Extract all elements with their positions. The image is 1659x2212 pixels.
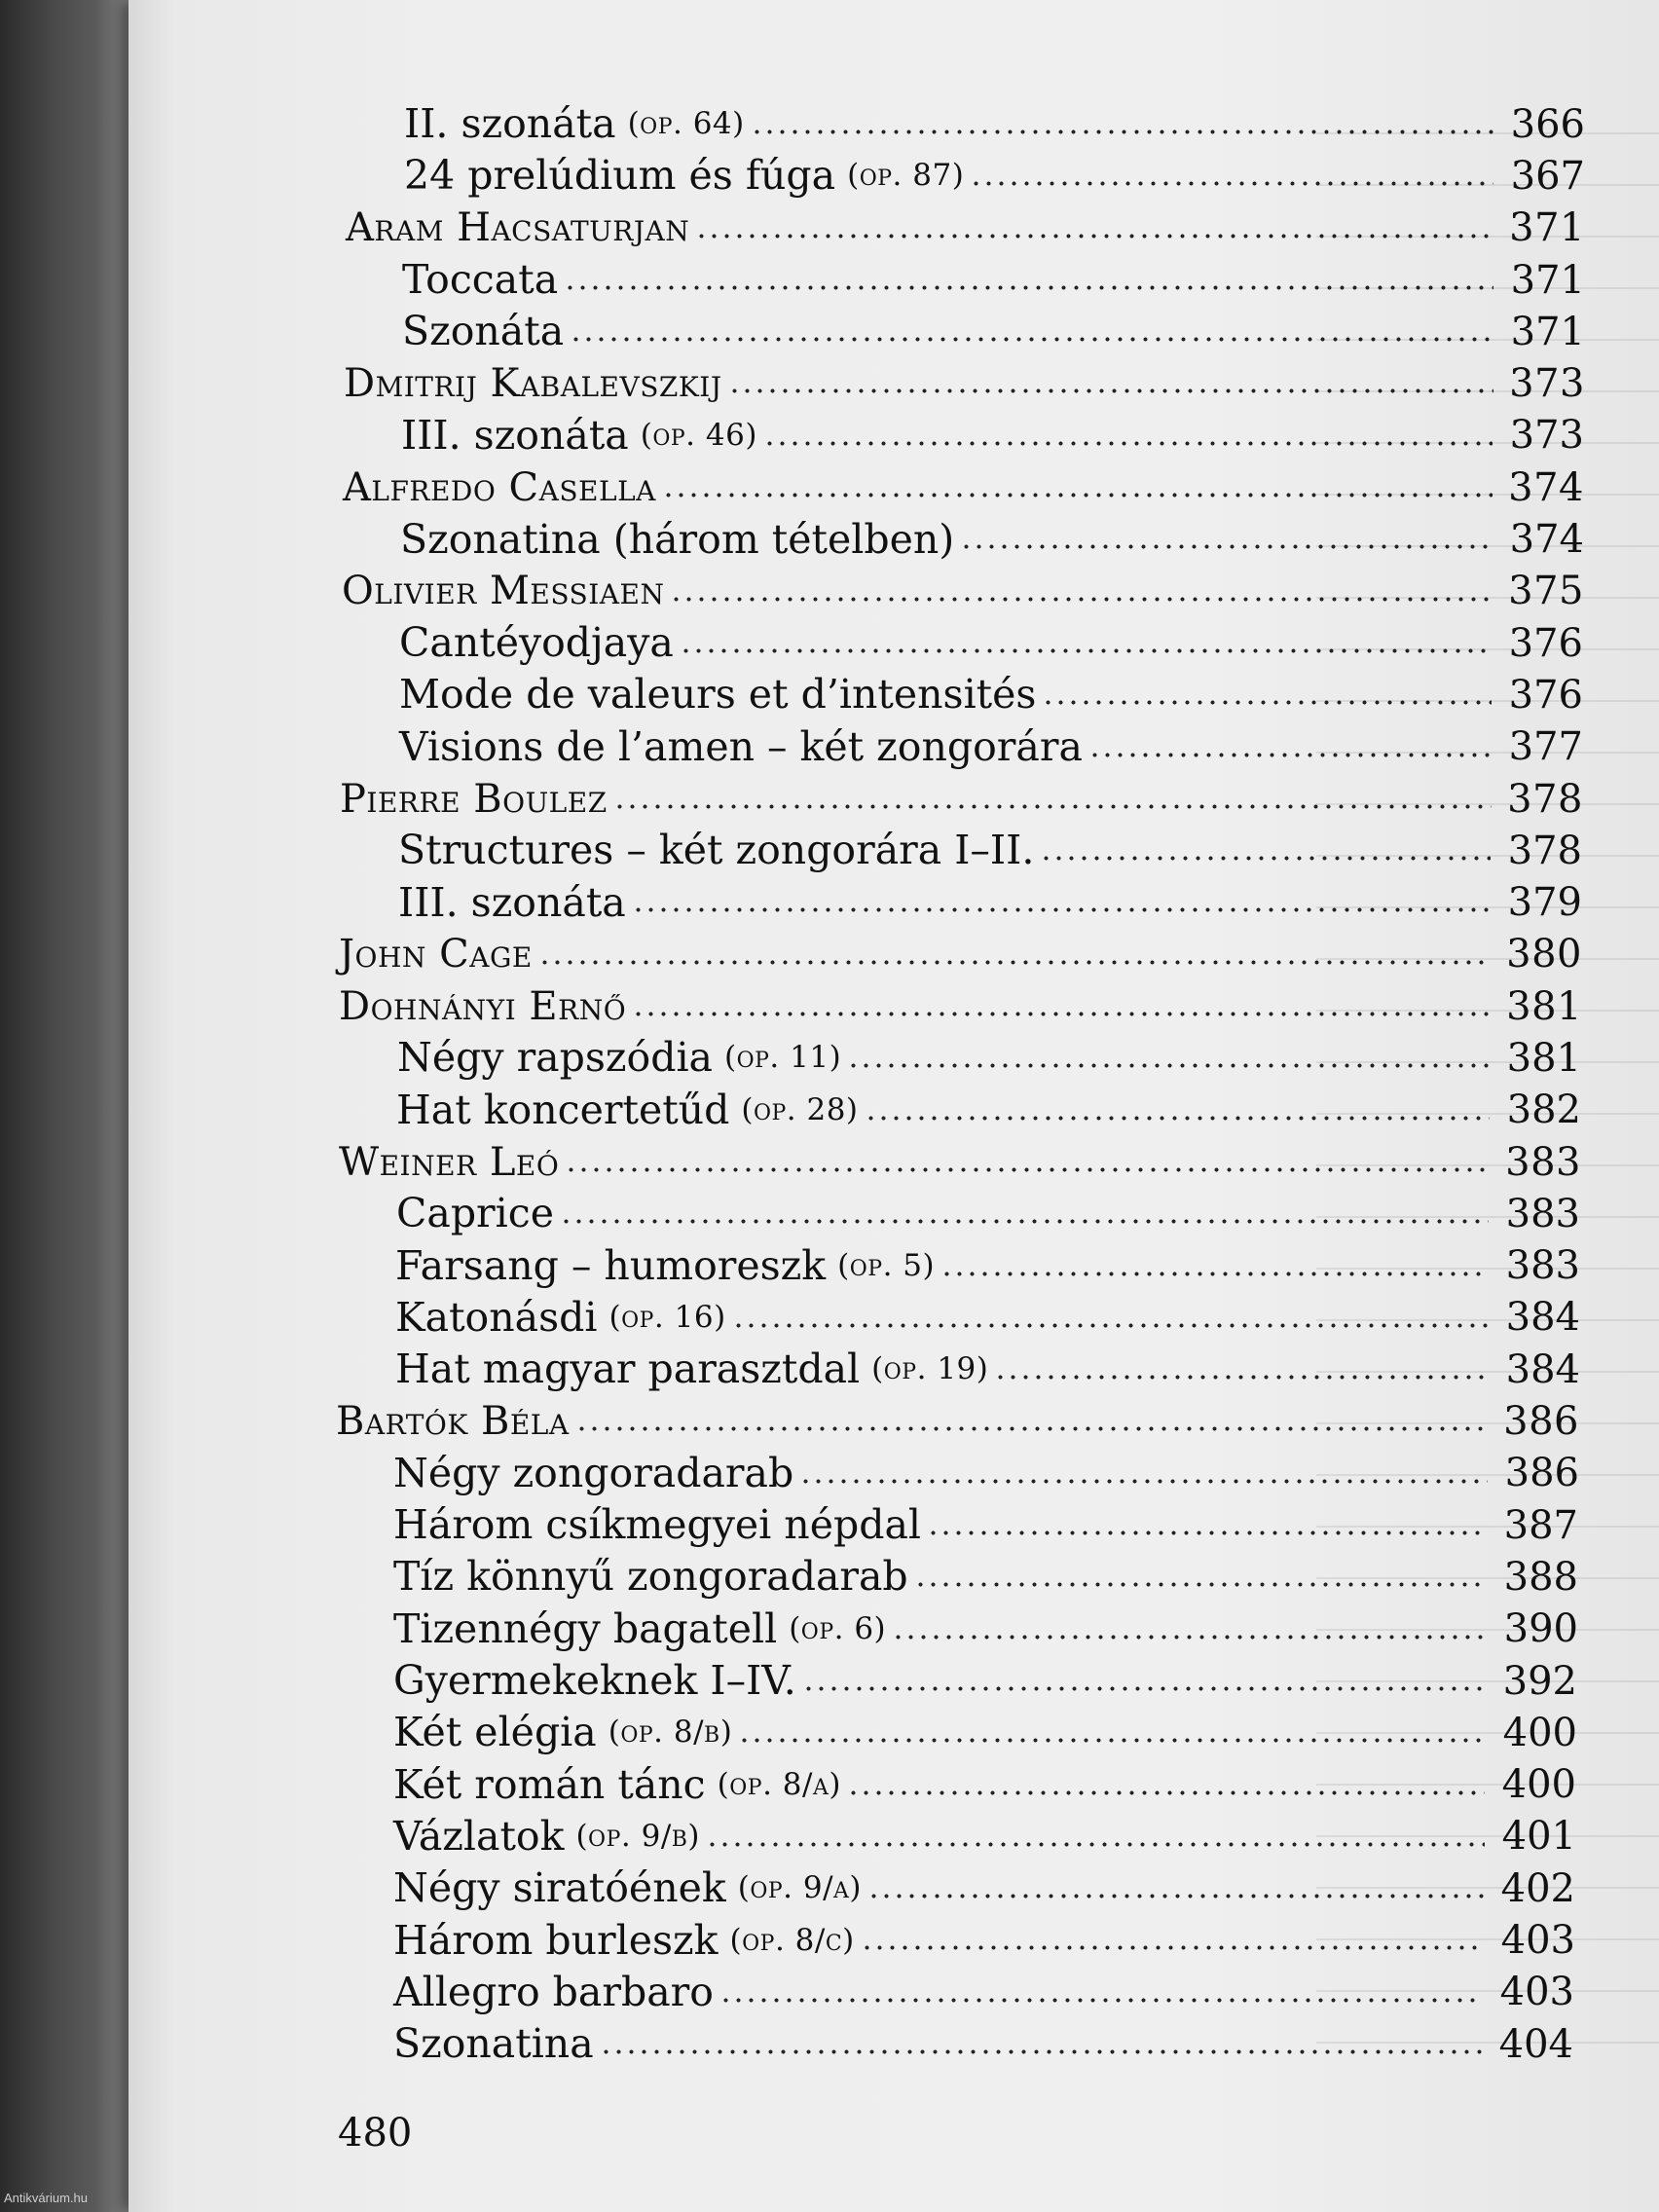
toc-entry-title: Weiner Leó bbox=[339, 1139, 560, 1185]
table-of-contents bbox=[0, 98, 1659, 2070]
dot-leader bbox=[940, 1240, 1489, 1292]
toc-entry-page: 403 bbox=[1500, 1918, 1575, 1964]
toc-work-entry bbox=[0, 721, 1583, 773]
toc-entry-page: 403 bbox=[1499, 1970, 1574, 2015]
toc-entry-opus: (op. 8/b) bbox=[608, 1714, 733, 1751]
page-number: 480 bbox=[338, 2111, 413, 2156]
toc-composer-entry bbox=[0, 980, 1582, 1032]
toc-entry-page: 374 bbox=[1508, 464, 1584, 510]
toc-entry-title: Szonatina bbox=[393, 2020, 594, 2068]
toc-entry-opus: (op. 16) bbox=[608, 1299, 726, 1335]
toc-entry-title: Két elégia bbox=[393, 1709, 597, 1756]
dot-leader bbox=[914, 1551, 1487, 1603]
toc-work-entry bbox=[0, 617, 1583, 669]
toc-entry-title: Négy zongoradarab bbox=[393, 1449, 794, 1496]
toc-entry-opus: (op. 8/a) bbox=[717, 1766, 841, 1802]
dot-leader bbox=[960, 513, 1493, 565]
toc-entry-page: 381 bbox=[1506, 983, 1582, 1029]
toc-entry-page: 376 bbox=[1508, 620, 1583, 666]
toc-entry-page: 374 bbox=[1509, 517, 1584, 563]
toc-entry-title: Vázlatok bbox=[393, 1812, 565, 1860]
toc-work-entry bbox=[0, 1655, 1577, 1707]
toc-entry-title: Dohnányi Ernő bbox=[339, 983, 627, 1029]
toc-work-entry bbox=[0, 1811, 1576, 1862]
toc-entry-page: 366 bbox=[1510, 101, 1585, 147]
toc-entry-page: 383 bbox=[1505, 1191, 1580, 1236]
toc-work-entry bbox=[0, 1188, 1580, 1239]
toc-entry-title: Négy rapszódia bbox=[397, 1034, 713, 1082]
dot-leader bbox=[927, 1499, 1487, 1551]
toc-entry-page: 377 bbox=[1508, 724, 1583, 770]
toc-work-entry bbox=[0, 1032, 1581, 1084]
toc-work-entry bbox=[0, 254, 1585, 306]
toc-work-entry bbox=[0, 1240, 1580, 1292]
dot-leader bbox=[751, 98, 1493, 150]
toc-entry-opus: (op. 6) bbox=[789, 1610, 887, 1646]
toc-work-entry bbox=[0, 513, 1584, 565]
dot-leader bbox=[538, 929, 1491, 980]
toc-composer-entry bbox=[0, 1395, 1579, 1447]
toc-entry-title: Aram Hacsaturjan bbox=[346, 205, 690, 251]
toc-entry-title: Gyermekeknek I–IV. bbox=[393, 1657, 796, 1705]
watermark-text: Antikvárium.hu bbox=[4, 2191, 88, 2205]
toc-entry-title: Tizennégy bagatell bbox=[393, 1604, 778, 1652]
toc-composer-entry bbox=[0, 203, 1585, 254]
toc-work-entry bbox=[0, 98, 1585, 150]
dot-leader bbox=[560, 1188, 1489, 1239]
dot-leader bbox=[662, 461, 1493, 513]
toc-entry-title: Bartók Béla bbox=[336, 1399, 570, 1445]
toc-entry-page: 402 bbox=[1500, 1865, 1575, 1911]
dot-leader bbox=[565, 1136, 1490, 1188]
toc-entry-title: Katonásdi bbox=[395, 1293, 598, 1341]
toc-entry-title: II. szonáta bbox=[404, 100, 616, 148]
dot-leader bbox=[719, 1967, 1483, 2018]
toc-entry-page: 387 bbox=[1503, 1502, 1578, 1548]
toc-entry-title: Négy siratóének bbox=[393, 1864, 726, 1912]
toc-entry-opus: (op. 28) bbox=[741, 1091, 859, 1127]
toc-entry-page: 400 bbox=[1501, 1762, 1576, 1808]
dot-leader bbox=[970, 150, 1493, 202]
toc-entry-page: 373 bbox=[1509, 361, 1585, 407]
toc-entry-page: 400 bbox=[1502, 1710, 1577, 1755]
dot-leader bbox=[670, 566, 1493, 617]
toc-entry-page: 384 bbox=[1505, 1346, 1580, 1392]
toc-entry-page: 383 bbox=[1505, 1243, 1580, 1289]
dot-leader bbox=[564, 254, 1493, 306]
toc-entry-page: 373 bbox=[1509, 413, 1584, 459]
dot-leader bbox=[847, 1032, 1490, 1084]
toc-work-entry bbox=[0, 1914, 1575, 1966]
toc-entry-title: Szonáta bbox=[402, 308, 565, 355]
toc-entry-page: 376 bbox=[1508, 672, 1583, 718]
dot-leader bbox=[680, 617, 1492, 669]
dot-leader bbox=[1088, 721, 1492, 773]
dot-leader bbox=[861, 1914, 1484, 1966]
toc-composer-entry bbox=[0, 773, 1583, 825]
dot-leader bbox=[728, 357, 1493, 409]
toc-entry-title: Farsang – humoreszk bbox=[395, 1241, 827, 1289]
toc-entry-title: Cantéyodjaya bbox=[399, 619, 674, 667]
toc-entry-page: 386 bbox=[1503, 1399, 1579, 1445]
toc-entry-page: 382 bbox=[1506, 1088, 1581, 1133]
toc-entry-page: 404 bbox=[1498, 2021, 1573, 2067]
toc-entry-page: 388 bbox=[1503, 1554, 1578, 1600]
dot-leader bbox=[994, 1344, 1489, 1395]
toc-entry-title: Mode de valeurs et d’intensités bbox=[399, 671, 1037, 719]
toc-entry-page: 371 bbox=[1510, 257, 1585, 303]
dot-leader bbox=[600, 2018, 1482, 2070]
toc-entry-title: Hat koncertetűd bbox=[396, 1086, 730, 1133]
toc-entry-opus: (op. 11) bbox=[724, 1040, 842, 1076]
dot-leader bbox=[738, 1707, 1486, 1758]
toc-entry-title: Két román tánc bbox=[393, 1760, 706, 1808]
toc-entry-title: Dmitrij Kabalevszkij bbox=[344, 361, 722, 407]
dot-leader bbox=[892, 1604, 1487, 1655]
toc-entry-title: Visions de l’amen – két zongorára bbox=[399, 722, 1083, 770]
toc-entry-title: Három burleszk bbox=[393, 1916, 719, 1964]
dot-leader bbox=[802, 1655, 1486, 1707]
toc-entry-page: 384 bbox=[1505, 1295, 1580, 1341]
toc-entry-page: 378 bbox=[1507, 828, 1582, 873]
toc-entry-page: 378 bbox=[1507, 776, 1583, 822]
toc-entry-opus: (op. 64) bbox=[627, 106, 745, 142]
dot-leader bbox=[632, 980, 1491, 1032]
toc-entry-page: 367 bbox=[1510, 153, 1585, 199]
dot-leader bbox=[867, 1862, 1484, 1914]
toc-composer-entry bbox=[0, 929, 1582, 980]
toc-entry-page: 371 bbox=[1510, 309, 1585, 354]
toc-composer-entry bbox=[0, 1136, 1581, 1188]
toc-entry-page: 392 bbox=[1502, 1658, 1577, 1704]
dot-leader bbox=[732, 1292, 1489, 1344]
toc-entry-title: John Cage bbox=[339, 932, 533, 977]
toc-composer-entry bbox=[0, 461, 1584, 513]
dot-leader bbox=[1040, 825, 1491, 876]
toc-work-entry bbox=[0, 410, 1584, 461]
toc-entry-opus: (op. 9/b) bbox=[575, 1818, 701, 1854]
toc-work-entry bbox=[0, 1344, 1580, 1395]
toc-work-entry bbox=[0, 2018, 1573, 2070]
dot-leader bbox=[575, 1395, 1488, 1447]
toc-entry-opus: (op. 46) bbox=[640, 417, 757, 453]
toc-composer-entry bbox=[0, 357, 1585, 409]
toc-work-entry bbox=[0, 669, 1583, 720]
toc-entry-page: 379 bbox=[1507, 880, 1582, 926]
dot-leader bbox=[847, 1759, 1485, 1811]
toc-work-entry bbox=[0, 876, 1582, 928]
toc-entry-opus: (op. 8/c) bbox=[729, 1922, 855, 1958]
dot-leader bbox=[706, 1811, 1485, 1862]
toc-entry-opus: (op. 87) bbox=[847, 158, 965, 194]
toc-entry-title: III. szonáta bbox=[398, 878, 626, 926]
toc-entry-title: Szonatina (három tételben) bbox=[400, 515, 955, 563]
toc-entry-title: Három csíkmegyei népdal bbox=[393, 1501, 922, 1549]
dot-leader bbox=[799, 1448, 1488, 1499]
toc-entry-title: Caprice bbox=[396, 1190, 554, 1237]
toc-entry-title: Tíz könnyű zongoradarab bbox=[393, 1553, 908, 1601]
toc-entry-title: III. szonáta bbox=[401, 411, 629, 459]
toc-entry-opus: (op. 19) bbox=[871, 1351, 989, 1387]
dot-leader bbox=[1042, 669, 1492, 720]
toc-entry-page: 386 bbox=[1504, 1451, 1579, 1496]
toc-entry-page: 371 bbox=[1509, 205, 1585, 251]
toc-work-entry bbox=[0, 1862, 1575, 1914]
toc-entry-page: 401 bbox=[1501, 1814, 1576, 1860]
toc-entry-title: 24 prelúdium és fúga bbox=[404, 152, 836, 200]
toc-entry-opus: (op. 5) bbox=[837, 1247, 936, 1283]
toc-work-entry bbox=[0, 1604, 1578, 1655]
toc-work-entry bbox=[0, 1292, 1580, 1344]
toc-work-entry bbox=[0, 1759, 1576, 1811]
toc-entry-opus: (op. 9/a) bbox=[737, 1870, 863, 1906]
toc-work-entry bbox=[0, 1499, 1578, 1551]
dot-leader bbox=[695, 203, 1493, 254]
toc-entry-page: 380 bbox=[1506, 932, 1582, 977]
toc-entry-title: Pierre Boulez bbox=[340, 776, 608, 822]
toc-work-entry bbox=[0, 1085, 1581, 1136]
toc-entry-page: 383 bbox=[1505, 1139, 1581, 1185]
toc-work-entry bbox=[0, 1448, 1579, 1499]
toc-entry-title: Allegro barbaro bbox=[393, 1968, 714, 2015]
dot-leader bbox=[570, 306, 1493, 357]
toc-entry-page: 375 bbox=[1508, 569, 1584, 614]
dot-leader bbox=[763, 410, 1493, 461]
toc-work-entry bbox=[0, 1707, 1577, 1758]
dot-leader bbox=[632, 876, 1491, 928]
toc-composer-entry bbox=[0, 566, 1584, 617]
toc-work-entry bbox=[0, 1551, 1578, 1603]
toc-entry-title: Olivier Messiaen bbox=[342, 569, 665, 614]
toc-entry-page: 390 bbox=[1503, 1606, 1578, 1652]
dot-leader bbox=[613, 773, 1492, 825]
toc-work-entry bbox=[0, 825, 1582, 876]
toc-entry-title: Alfredo Casella bbox=[343, 464, 656, 510]
toc-work-entry bbox=[0, 150, 1585, 202]
toc-entry-title: Hat magyar parasztdal bbox=[395, 1346, 861, 1393]
dot-leader bbox=[865, 1085, 1490, 1136]
toc-work-entry bbox=[0, 306, 1585, 357]
toc-entry-page: 381 bbox=[1506, 1035, 1581, 1081]
toc-entry-title: Toccata bbox=[402, 256, 559, 304]
toc-entry-title: Structures – két zongorára I–II. bbox=[398, 827, 1035, 874]
toc-work-entry bbox=[0, 1967, 1574, 2018]
